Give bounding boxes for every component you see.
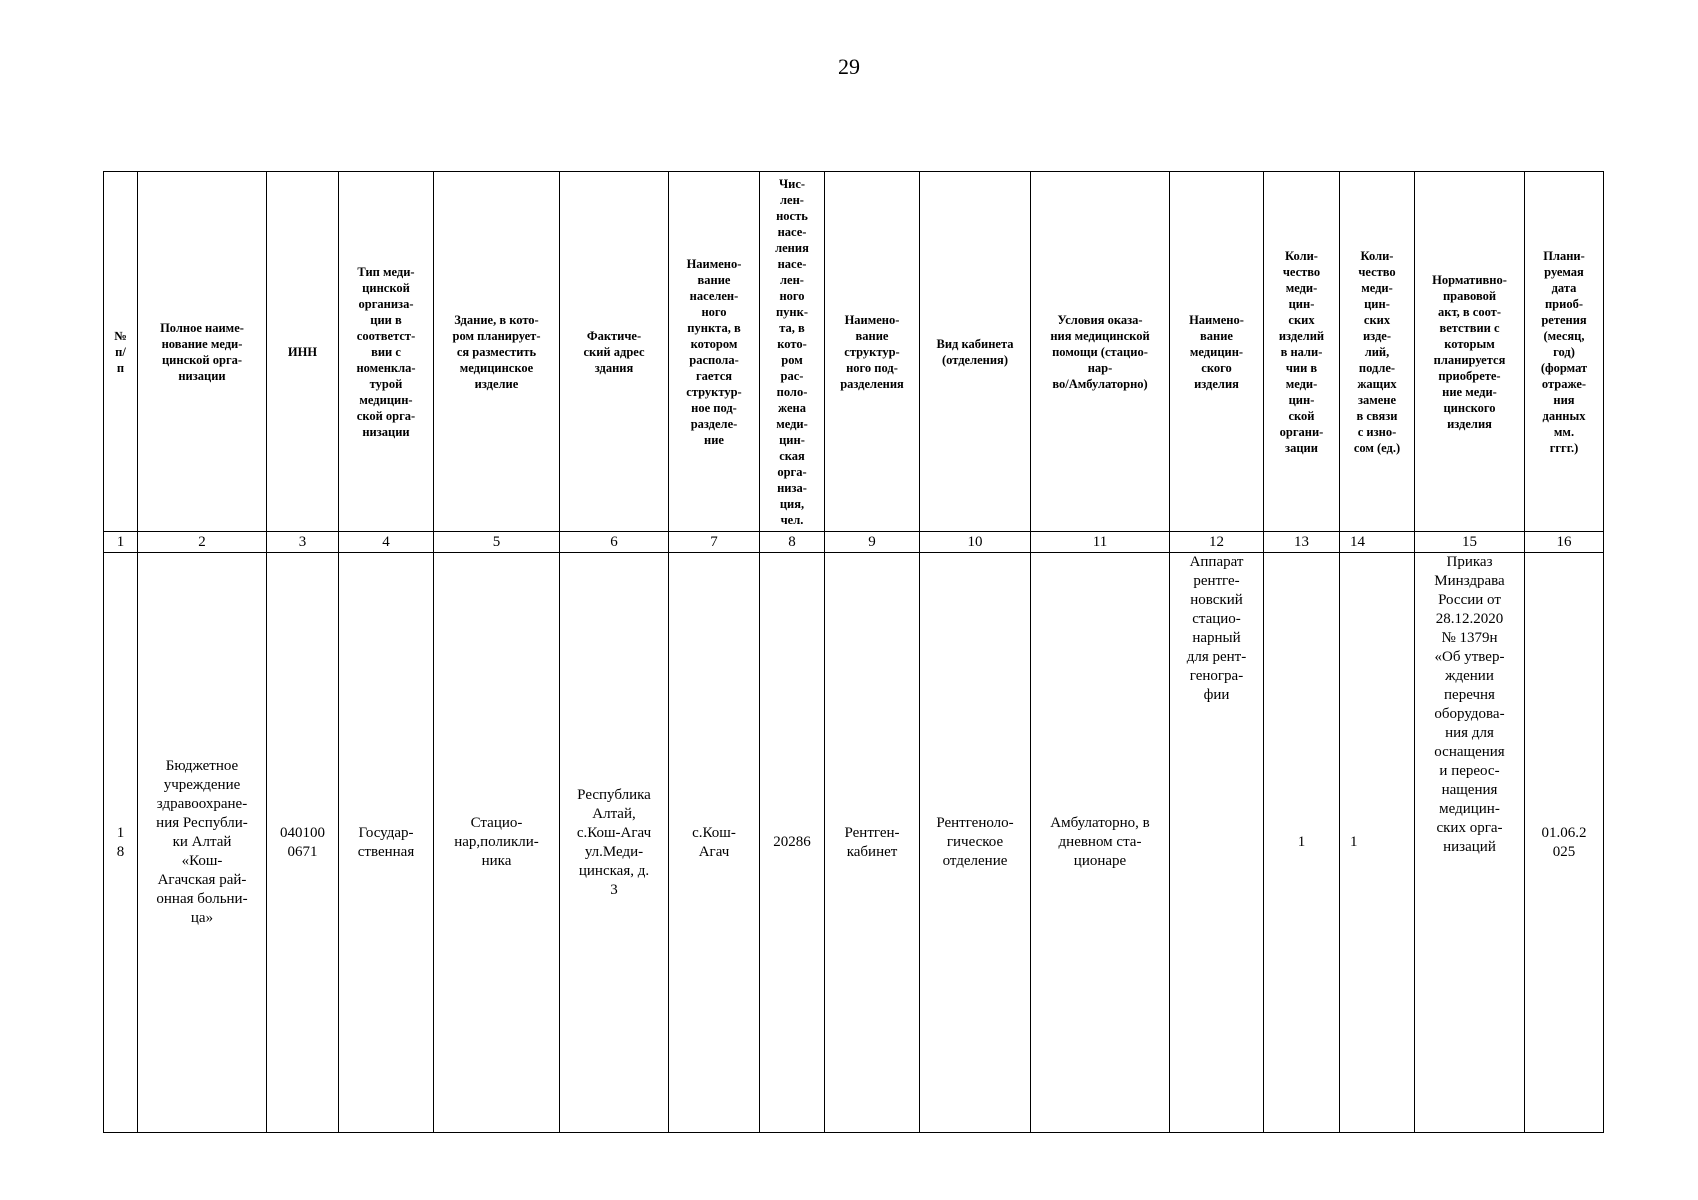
cell-conditions: Амбулаторно, в дневном ста- ционаре: [1031, 553, 1170, 1133]
header-date: Плани- руемая дата приоб- ретения (месяц, год) (формат отраже- ния данных мм. гггг.): [1525, 172, 1604, 532]
cell-building: Стацио- нар,поликли- ника: [434, 553, 560, 1133]
cell-settlement: с.Кош- Агач: [669, 553, 760, 1133]
header-address: Фактиче- ский адрес здания: [560, 172, 669, 532]
header-device: Наимено- вание медицин- ского изделия: [1170, 172, 1264, 532]
header-inn: ИНН: [267, 172, 339, 532]
cell-qty-available: 1: [1264, 553, 1340, 1133]
header-org-name: Полное наиме- нование меди- цинской орга- низации: [138, 172, 267, 532]
cell-qty-replace: 1: [1340, 553, 1415, 1133]
cell-purchase-date: 01.06.2 025: [1525, 553, 1604, 1133]
column-number: 5: [434, 532, 560, 553]
header-org-type: Тип меди- цинской организа- ции в соответст- вии с номенкла- турой медицин- ской орга- низации: [339, 172, 434, 532]
column-number: 6: [560, 532, 669, 553]
cell-legal-act: Приказ Минздрава России от 28.12.2020 № 1379н «Об утвер- ждении перечня оборудова- ния для оснащения и переос- нащения медицин- ских орга- низаций: [1415, 553, 1525, 1133]
column-number: 7: [669, 532, 760, 553]
header-qty-available: Коли- чество меди- цин- ских изделий в нали- чии в меди- цин- ской органи- зации: [1264, 172, 1340, 532]
cell-subdivision: Рентген- кабинет: [825, 553, 920, 1133]
cell-device: Аппарат рентге- новский стацио- нарный для рент- геногра- фии: [1170, 553, 1264, 1133]
equipment-table: [103, 171, 1604, 1133]
header-legal-act: Нормативно- правовой акт, в соот- ветствии с которым планируется приобрете- ние меди- цинского изделия: [1415, 172, 1525, 532]
header-subdivision: Наимено- вание структур- ного под- разделения: [825, 172, 920, 532]
cell-row-number: 1 8: [104, 553, 138, 1133]
column-number: 8: [760, 532, 825, 553]
column-number: 11: [1031, 532, 1170, 553]
header-settlement: Наимено- вание населен- ного пункта, в котором располa- гается структур- ное под- разделе- ние: [669, 172, 760, 532]
cell-address: Республика Алтай, с.Кош-Агач ул.Меди- цинская, д. 3: [560, 553, 669, 1133]
column-number: 1: [104, 532, 138, 553]
page-number: 29: [838, 54, 860, 79]
column-number: 16: [1525, 532, 1604, 553]
header-conditions: Условия оказа- ния медицинской помощи (стацио- нар- во/Амбулаторно): [1031, 172, 1170, 532]
cell-inn: 040100 0671: [267, 553, 339, 1133]
column-number: 4: [339, 532, 434, 553]
table-row: [104, 553, 1604, 1133]
column-number: 3: [267, 532, 339, 553]
cell-cabinet: Рентгеноло- гическое отделение: [920, 553, 1031, 1133]
header-number: № п/ п: [104, 172, 138, 532]
table-header-row: [104, 172, 1604, 532]
column-number: 13: [1264, 532, 1340, 553]
cell-org-name: Бюджетное учреждение здравоохране- ния Республи- ки Алтай «Кош- Агачская рай- онная больни- ца»: [138, 553, 267, 1133]
header-cabinet: Вид кабинета (отделения): [920, 172, 1031, 532]
column-number: 14: [1340, 532, 1415, 553]
column-number-row: [104, 532, 1604, 553]
cell-org-type: Государ- ственная: [339, 553, 434, 1133]
column-number: 2: [138, 532, 267, 553]
cell-population: 20286: [760, 553, 825, 1133]
column-number: 12: [1170, 532, 1264, 553]
header-building: Здание, в кото- ром планирует- ся разместить медицинское изделие: [434, 172, 560, 532]
column-number: 10: [920, 532, 1031, 553]
header-population: Чис- лен- ность насе- ления насе- лен- ного пунк- та, в кото- ром рас- поло- жена меди- цин- ская орга- низа- ция, чел.: [760, 172, 825, 532]
column-number: 15: [1415, 532, 1525, 553]
header-qty-replace: Коли- чество меди- цин- ских изде- лий, подле- жащих замене в связи с изно- сом (ед.): [1340, 172, 1415, 532]
column-number: 9: [825, 532, 920, 553]
